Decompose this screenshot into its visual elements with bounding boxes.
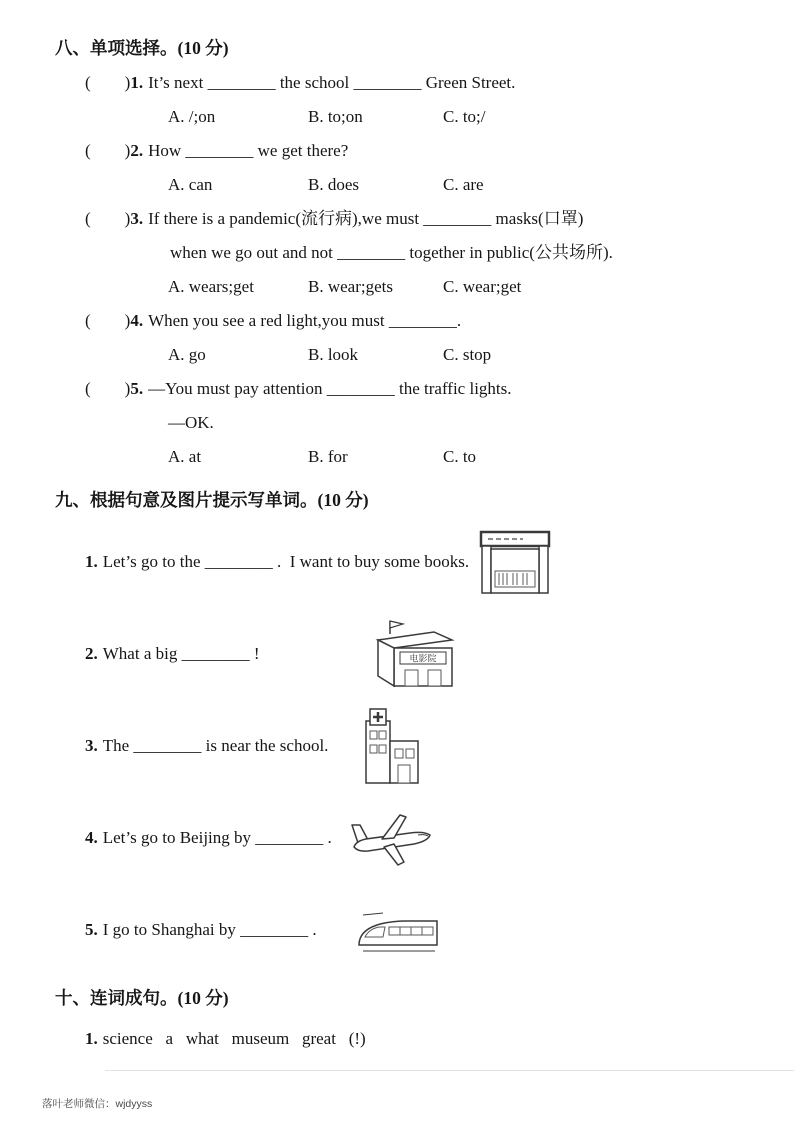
question-number: 4. (85, 828, 98, 847)
section-picture-words (55, 486, 758, 976)
question-text: Let’s go to the ________ . I want to buy some books. (102, 552, 470, 571)
option-c: C. wear;get (443, 277, 522, 296)
question-number: 2. (85, 644, 98, 663)
teacher-wechat-note: 落叶老师微信：wjdyyss (42, 1098, 153, 1110)
question-text: The ________ is near the school. (102, 736, 329, 755)
answer-bracket: ( ) (85, 141, 131, 160)
section-9-title: 九、根据句意及图片提示写单词。(10 分) (55, 490, 369, 510)
mcq-question-3 (55, 202, 758, 304)
option-b: B. to;on (308, 107, 363, 126)
answer-bracket: ( ) (85, 209, 131, 228)
mcq-question-1 (55, 66, 758, 134)
question-text: When you see a red light,you must ________. (148, 311, 462, 330)
question-number: 3. (85, 736, 98, 755)
option-c: C. to;/ (443, 107, 486, 126)
section-multiple-choice (55, 34, 758, 474)
mcq-question-4 (55, 304, 758, 372)
picture-question-2 (55, 608, 758, 700)
question-text: science a what museum great (!) (102, 1029, 366, 1048)
question-text: —You must pay attention ________ the traffic lights. (148, 379, 512, 398)
question-line (55, 202, 758, 236)
mcq-question-5 (55, 372, 758, 474)
picture-question-1 (55, 516, 758, 608)
question-line (55, 134, 758, 168)
question-text: Let’s go to Beijing by ________ . (102, 828, 332, 847)
question-number: 5. (85, 920, 98, 939)
option-a: A. can (168, 175, 213, 194)
unscramble-question-1 (55, 1024, 758, 1054)
question-number: 1. (85, 552, 98, 571)
question-number: 1. (130, 73, 144, 92)
option-b: B. does (308, 175, 359, 194)
cinema-sign-text: 电影院 (408, 654, 437, 665)
option-c: C. are (443, 175, 484, 194)
cinema-image (372, 618, 456, 690)
question-number: 5. (130, 379, 144, 398)
option-b: B. look (308, 345, 359, 364)
question-line (55, 372, 758, 406)
section-8-title: 八、单项选择。(10 分) (55, 38, 229, 58)
option-a: A. go (168, 345, 206, 364)
mcq-question-2 (55, 134, 758, 202)
option-b: B. for (308, 447, 348, 466)
question-number: 3. (130, 209, 144, 228)
options-row (55, 270, 758, 304)
question-text-continued: when we go out and not ________ together in public(公共场所). (170, 243, 613, 262)
option-a: A. wears;get (168, 277, 254, 296)
answer-bracket: ( ) (85, 73, 131, 92)
question-number: 4. (130, 311, 144, 330)
question-reply-line: —OK. (168, 413, 214, 432)
question-text: I go to Shanghai by ________ . (102, 920, 317, 939)
question-line (55, 304, 758, 338)
question-number: 1. (85, 1029, 98, 1048)
options-row (55, 440, 758, 474)
option-c: C. to (443, 447, 477, 466)
bookstore-image (479, 529, 551, 595)
answer-bracket: ( ) (85, 379, 131, 398)
train-image (355, 901, 441, 959)
question-text: What a big ________ ! (102, 644, 260, 663)
options-row (55, 100, 758, 134)
picture-question-3 (55, 700, 758, 792)
picture-question-4 (55, 792, 758, 884)
option-a: A. /;on (168, 107, 216, 126)
answer-line (105, 1070, 794, 1071)
question-text: It’s next ________ the school ________ Green Street. (148, 73, 516, 92)
option-a: A. at (168, 447, 202, 466)
option-b: B. wear;gets (308, 277, 393, 296)
question-text: How ________ we get there? (148, 141, 349, 160)
section-unscramble (55, 984, 758, 1054)
question-number: 2. (130, 141, 144, 160)
question-text: If there is a pandemic(流行病),we must ________ masks(口罩) (148, 209, 584, 228)
options-row (55, 338, 758, 372)
airplane-image (348, 803, 434, 873)
answer-bracket: ( ) (85, 311, 131, 330)
hospital-image (358, 707, 424, 785)
section-10-title: 十、连词成句。(10 分) (55, 988, 229, 1008)
option-c: C. stop (443, 345, 492, 364)
options-row (55, 168, 758, 202)
picture-question-5 (55, 884, 758, 976)
question-line (55, 66, 758, 100)
